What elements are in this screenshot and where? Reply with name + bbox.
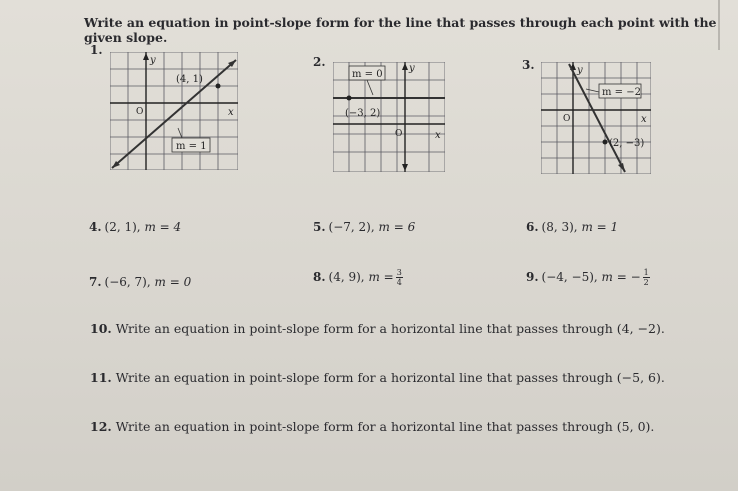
problem-5 — [313, 220, 415, 234]
problem-slope: m = 1 — [581, 220, 619, 234]
problem-4 — [89, 220, 181, 234]
point-label: (−3, 2) — [345, 108, 381, 119]
problem-point: (−4, −5), — [541, 270, 598, 284]
problem-number: 11. — [90, 370, 112, 385]
x-label: x — [228, 107, 234, 118]
problem-text: Write an equation in point-slope form for a horizontal line that passes through (5, 0). — [115, 419, 655, 434]
y-label: y — [409, 63, 415, 74]
problem-10 — [90, 321, 665, 336]
point-1 — [216, 84, 221, 89]
point-2 — [347, 96, 352, 101]
y-axis-arrow-icon — [402, 164, 408, 171]
graph-1 — [110, 52, 238, 170]
slope-fraction: $\frac{1}{2}$ — [643, 268, 649, 287]
problem-8 — [313, 268, 403, 287]
problem-number: 10. — [90, 321, 112, 336]
problem-12 — [90, 419, 654, 434]
problem-11 — [90, 370, 665, 385]
problem-slope-prefix: m = — [368, 270, 394, 284]
y-label: y — [577, 65, 583, 76]
slope-label: m = 0 — [352, 69, 383, 80]
problem-point: (−6, 7), — [104, 275, 151, 289]
problem-point: (−7, 2), — [328, 220, 375, 234]
problem-number: 4. — [89, 220, 102, 234]
problem-point: (8, 3), — [541, 220, 578, 234]
problem-6 — [526, 220, 618, 234]
point-label: (2, −3) — [609, 138, 645, 149]
problem-slope: m = 6 — [378, 220, 416, 234]
problem-number: 8. — [313, 270, 326, 284]
problem-number: 12. — [90, 419, 112, 434]
problem-slope: m = 4 — [144, 220, 182, 234]
x-label: x — [641, 114, 647, 125]
problem-point: (2, 1), — [104, 220, 141, 234]
graph-3 — [541, 62, 651, 174]
slope-label: m = −2 — [602, 87, 641, 98]
problem-number: 7. — [89, 275, 102, 289]
graph-2 — [333, 62, 445, 172]
problem-3-number: 3. — [522, 58, 535, 72]
origin-label: O — [563, 114, 571, 124]
slope-label: m = 1 — [176, 141, 207, 152]
slope-fraction: $\frac{3}{4}$ — [396, 268, 402, 287]
line-3 — [569, 64, 625, 172]
problem-number: 9. — [526, 270, 539, 284]
y-axis-arrow-icon — [402, 63, 408, 70]
origin-label: O — [136, 107, 144, 117]
instructions: Write an equation in point-slope form for the line that passes through each point with the given slope. — [84, 15, 717, 45]
problem-slope: m = 0 — [154, 275, 192, 289]
y-label: y — [150, 55, 156, 66]
problem-point: (4, 9), — [328, 270, 365, 284]
problem-1-number: 1. — [90, 43, 103, 57]
x-label: x — [435, 130, 441, 141]
problem-number: 6. — [526, 220, 539, 234]
y-axis-arrow-icon — [143, 53, 149, 60]
point-label: (4, 1) — [176, 74, 203, 85]
problem-7 — [89, 275, 191, 289]
problem-number: 5. — [313, 220, 326, 234]
problem-2-number: 2. — [313, 55, 326, 69]
origin-label: O — [395, 129, 403, 139]
problem-text: Write an equation in point-slope form for a horizontal line that passes through (4, −2). — [115, 321, 665, 336]
problem-text: Write an equation in point-slope form for a horizontal line that passes through (−5, 6). — [115, 370, 665, 385]
line-arrow-icon — [618, 163, 625, 172]
problem-9 — [526, 268, 650, 287]
point-3 — [603, 140, 608, 145]
problem-slope-prefix: m = − — [601, 270, 641, 284]
